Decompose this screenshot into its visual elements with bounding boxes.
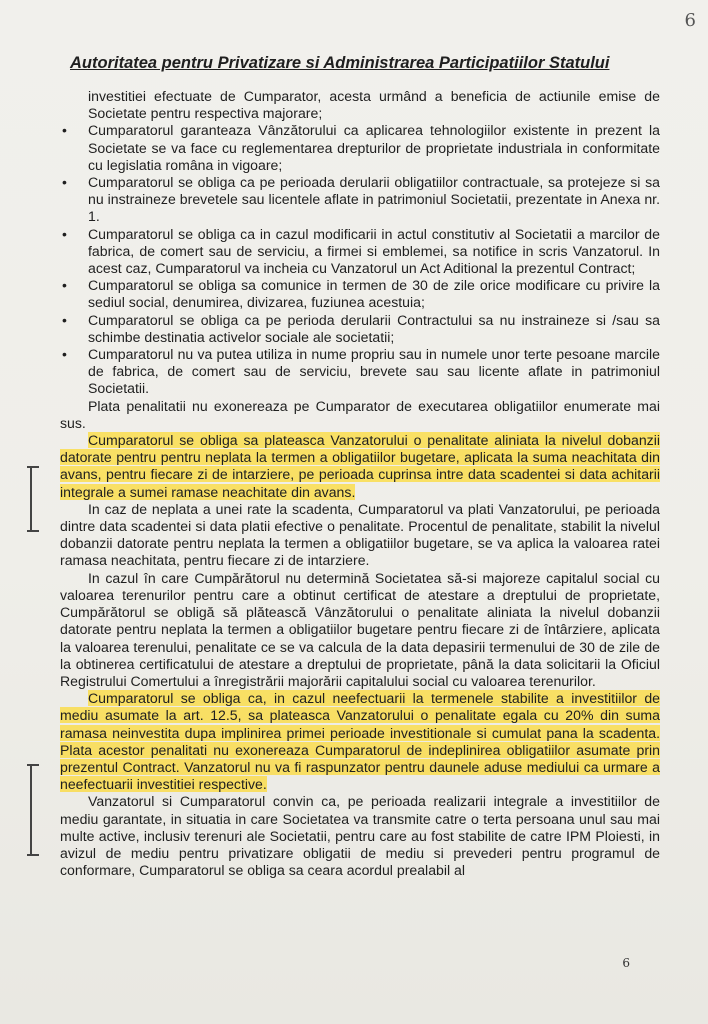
capital-paragraph bbox=[60, 570, 660, 690]
bullet-text: Cumparatorul se obliga ca pe perioda derularii Contractului sa nu instraineze si /sau sa schimbe destinatia activelor sociale ale societatii; bbox=[88, 311, 660, 345]
installments-paragraph bbox=[60, 501, 660, 570]
highlighted-text-environment: Cumparatorul se obliga ca, in cazul neefectuarii la termenele stabilite a investitiilor de mediu asumate la art. 12.5, sa plateasca Vanzatorului o penalitate egala cu 20% din suma ramasa neinvestita dupa implinirea primei perioade investitionale si cumulat pana la scadenta. Plata acestor penalitati nu exonereaza Cumparatorul de indeplinirea obligatiilor asumate prin prezentul Contract. Vanzatorul nu va fi raspunzator pentru daunele aduse mediului ca urmare a neefectuarii investitiei respective. bbox=[60, 690, 660, 793]
bullet-item bbox=[60, 312, 660, 346]
bullet-dot: • bbox=[62, 311, 67, 328]
margin-bracket-mark-2 bbox=[30, 764, 44, 856]
environment-text: Vanzatorul si Cumparatorul convin ca, pe perioada realizarii integrale a investitiilor de mediu garantate, in situatia in care Societatea va transmite catre o terta persoana unul sau mai multe active, inclusiv terenuri ale Societatii, pentru care au fost stabilite de catre IPM Ploiesti, in avizul de mediu pentru privatizare obligatii de mediu si prevederi pentru programul de conformare, Cumparatorul se obliga sa ceara acordul prealabil al bbox=[60, 793, 660, 879]
penalty-note-paragraph bbox=[60, 398, 660, 432]
installments-text: In caz de neplata a unei rate la scadenta, Cumparatorul va plati Vanzatorului, pe perioada dintre data scadentei si data platii efective o penalitate. Procentul de penalitate, stabilit la nivelul dobanzii datorate pentru neplata la termen a obligatiilor bugetare, se va aplica la valoarea ratei ramasa neachitata, pentru fiecare zi de intarziere. bbox=[60, 500, 660, 569]
bullet-item bbox=[60, 174, 660, 226]
highlighted-text-advance: Cumparatorul se obliga sa plateasca Vanzatorului o penalitate aliniata la nivelul dobanzii datorate pentru pentru neplata la termen a obligatiilor bugetare, aplicata la suma neachitata din avans, pentru fiecare zi de intarziere, pe perioada cuprinsa intre data scadentei si data achitarii integrale a sumei ramase neachitate din avans. bbox=[60, 432, 660, 500]
bullet-dot: • bbox=[62, 122, 67, 139]
document-body bbox=[60, 88, 660, 879]
bullet-text: Cumparatorul se obliga ca in cazul modificarii in actul constitutiv al Societatii a marcilor de fabrica, de comert sau de serviciu, a firmei si emblemei, sa notifice in scris Vanzatorul. In acest caz, Cumparatorul va incheia cu Vanzatorul un Act Aditional la prezentul Contract; bbox=[88, 225, 660, 277]
environment-paragraph bbox=[60, 793, 660, 879]
intro-continuation: investitiei efectuate de Cumparator, acesta urmând a beneficia de actiunile emise de Societate pentru respectiva majorare; bbox=[88, 88, 660, 122]
bullet-item bbox=[60, 277, 660, 311]
bullet-dot: • bbox=[62, 277, 67, 294]
penalty-note-text: Plata penalitatii nu exonereaza pe Cumparator de executarea obligatiilor enumerate mai sus. bbox=[60, 397, 660, 431]
capital-text: In cazul în care Cumpărătorul nu determină Societatea să-si majoreze capitalul social cu valoarea terenurilor pentru care a obtinut certificat de atestare a dreptului de proprietate, Cumpărătorul se obligă să plătească Vânzătorului o penalitate aliniata la nivelul dobanzii datorate pentru neplata la termen a obligatiilor bugetare pentru fiecare zi de întârziere, aplicata la valoarea terenului, penalitate ce se va calcula de la data depasirii termenului de 30 de zile de la obtinerea certificatului de atestare a dreptului de proprietate, până la data solicitarii la Oficiul Registrului Comertului a înregistrării majorării capitalului social cu valoarea terenurilor. bbox=[60, 569, 660, 689]
corner-page-number: 6 bbox=[684, 10, 696, 31]
bullet-dot: • bbox=[62, 174, 67, 191]
bullet-dot: • bbox=[62, 346, 67, 363]
highlighted-paragraph-environment bbox=[60, 690, 660, 793]
bullet-item bbox=[60, 226, 660, 278]
bullet-text: Cumparatorul nu va putea utiliza in nume propriu sau in numele unor terte pesoane marcile de fabrica, de comert sau de serviciu, brevete sau sau licente aflate in patrimoniul Societatii. bbox=[88, 346, 660, 397]
bullet-text: Cumparatorul se obliga sa comunice in termen de 30 de zile orice modificare cu privire la sediul social, denumirea, divizarea, fuziunea acestuia; bbox=[88, 277, 660, 311]
page-number: 6 bbox=[622, 956, 630, 970]
bullet-text: Cumparatorul se obliga ca pe perioada derularii obligatiilor contractuale, sa protejeze si sa nu instraineze brevetele sau licentele aflate in patrimoniul Societatii, prezentate in Anexa nr. 1. bbox=[88, 174, 660, 225]
bullet-text: Cumparatorul garanteaza Vânzătorului ca aplicarea tehnologiilor existente in prezent la Societate se va face cu reglementarea drepturilor de proprietate industriala in conformitate cu legislatia româna in vigoare; bbox=[88, 122, 660, 173]
document-header-title: Autoritatea pentru Privatizare si Administrarea Participatiilor Statului bbox=[70, 54, 610, 72]
bullet-item bbox=[60, 122, 660, 174]
bullet-item bbox=[60, 346, 660, 398]
margin-bracket-mark-1 bbox=[30, 466, 44, 532]
bullet-dot: • bbox=[62, 225, 67, 242]
highlighted-paragraph-advance bbox=[60, 432, 660, 501]
